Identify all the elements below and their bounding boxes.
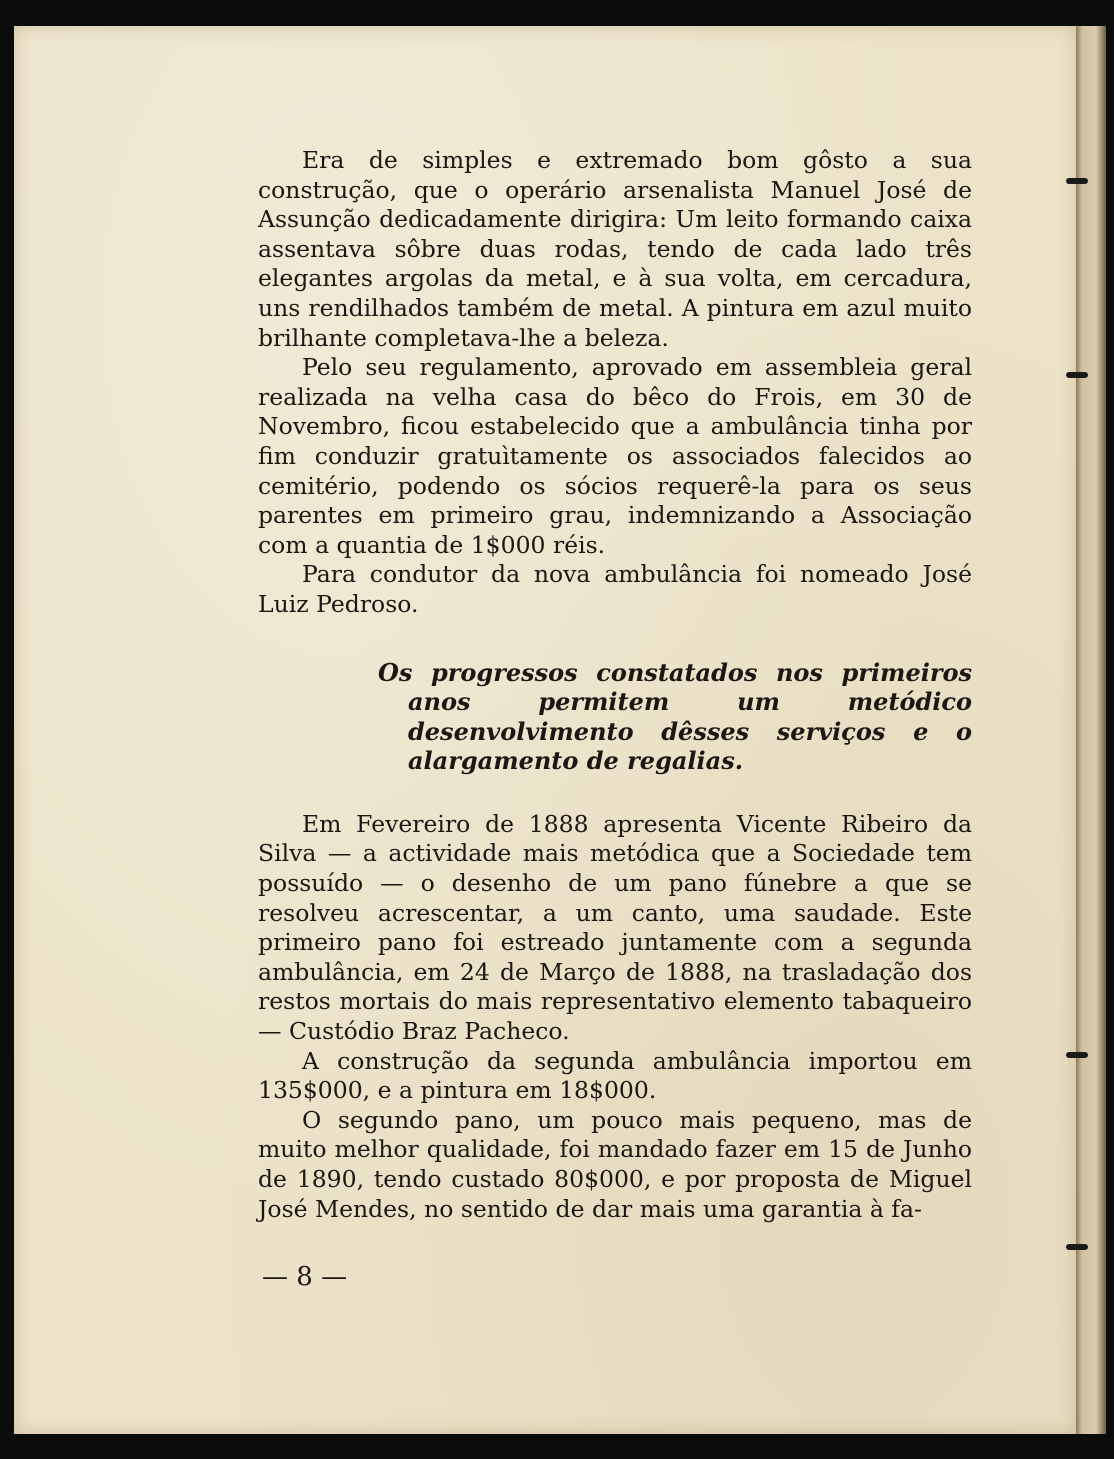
page-number: — 8 — <box>262 1262 348 1292</box>
paragraph: Em Fevereiro de 1888 apresenta Vicente Ribeiro da Silva — a actividade mais metódica que a Sociedade tem possuído — o desenho de um pano fúnebre a que se resolveu acrescentar, a um canto, uma saudade. Este primeiro pano foi estreado juntamente com a segunda ambulância, em 24 de Março de 1888, na trasladação dos restos mortais do mais representativo elemento tabaqueiro — Custódio Braz Pacheco. <box>258 809 972 1046</box>
paragraph: Era de simples e extremado bom gôsto a sua construção, que o operário arsenalista Manuel José de Assunção dedicadamente dirigira: Um leito formando caixa assentava sôbre duas rodas, tendo de cada lado três elegantes argolas da metal, e à sua volta, em cercadura, uns rendilhados também de metal. A pintura em azul muito brilhante completava-lhe a beleza. <box>258 146 972 352</box>
paragraph: A construção da segunda ambulância importou em 135$000, e a pintura em 18$000. <box>258 1046 972 1105</box>
binding-mark <box>1066 1052 1088 1058</box>
paragraph: O segundo pano, um pouco mais pequeno, mas de muito melhor qualidade, foi mandado fazer em 15 de Junho de 1890, tendo custado 80$000, e por proposta de Miguel José Mendes, no sentido de dar mais uma garantia à fa- <box>258 1105 972 1223</box>
binding-mark <box>1066 372 1088 378</box>
body-text <box>258 146 972 1224</box>
next-page-edge <box>1076 26 1106 1434</box>
paragraph: Para condutor da nova ambulância foi nomeado José Luiz Pedroso. <box>258 560 972 618</box>
paragraph: Pelo seu regulamento, aprovado em assembleia geral realizada na velha casa do bêco do Frois, em 30 de Novembro, ficou estabelecido que a ambulância tinha por fim conduzir gratuìtamente os associados falecidos ao cemitério, podendo os sócios requerê-la para os seus parentes em primeiro grau, indemnizando a Associação com a quantia de 1$000 réis. <box>258 353 972 559</box>
binding-mark <box>1066 1244 1088 1250</box>
binding-mark <box>1066 178 1088 184</box>
section-heading: Os progressos constatados nos primeiros anos permitem um metódico desenvolvimento dêsses serviços e o alargamento de regalias. <box>378 657 972 776</box>
